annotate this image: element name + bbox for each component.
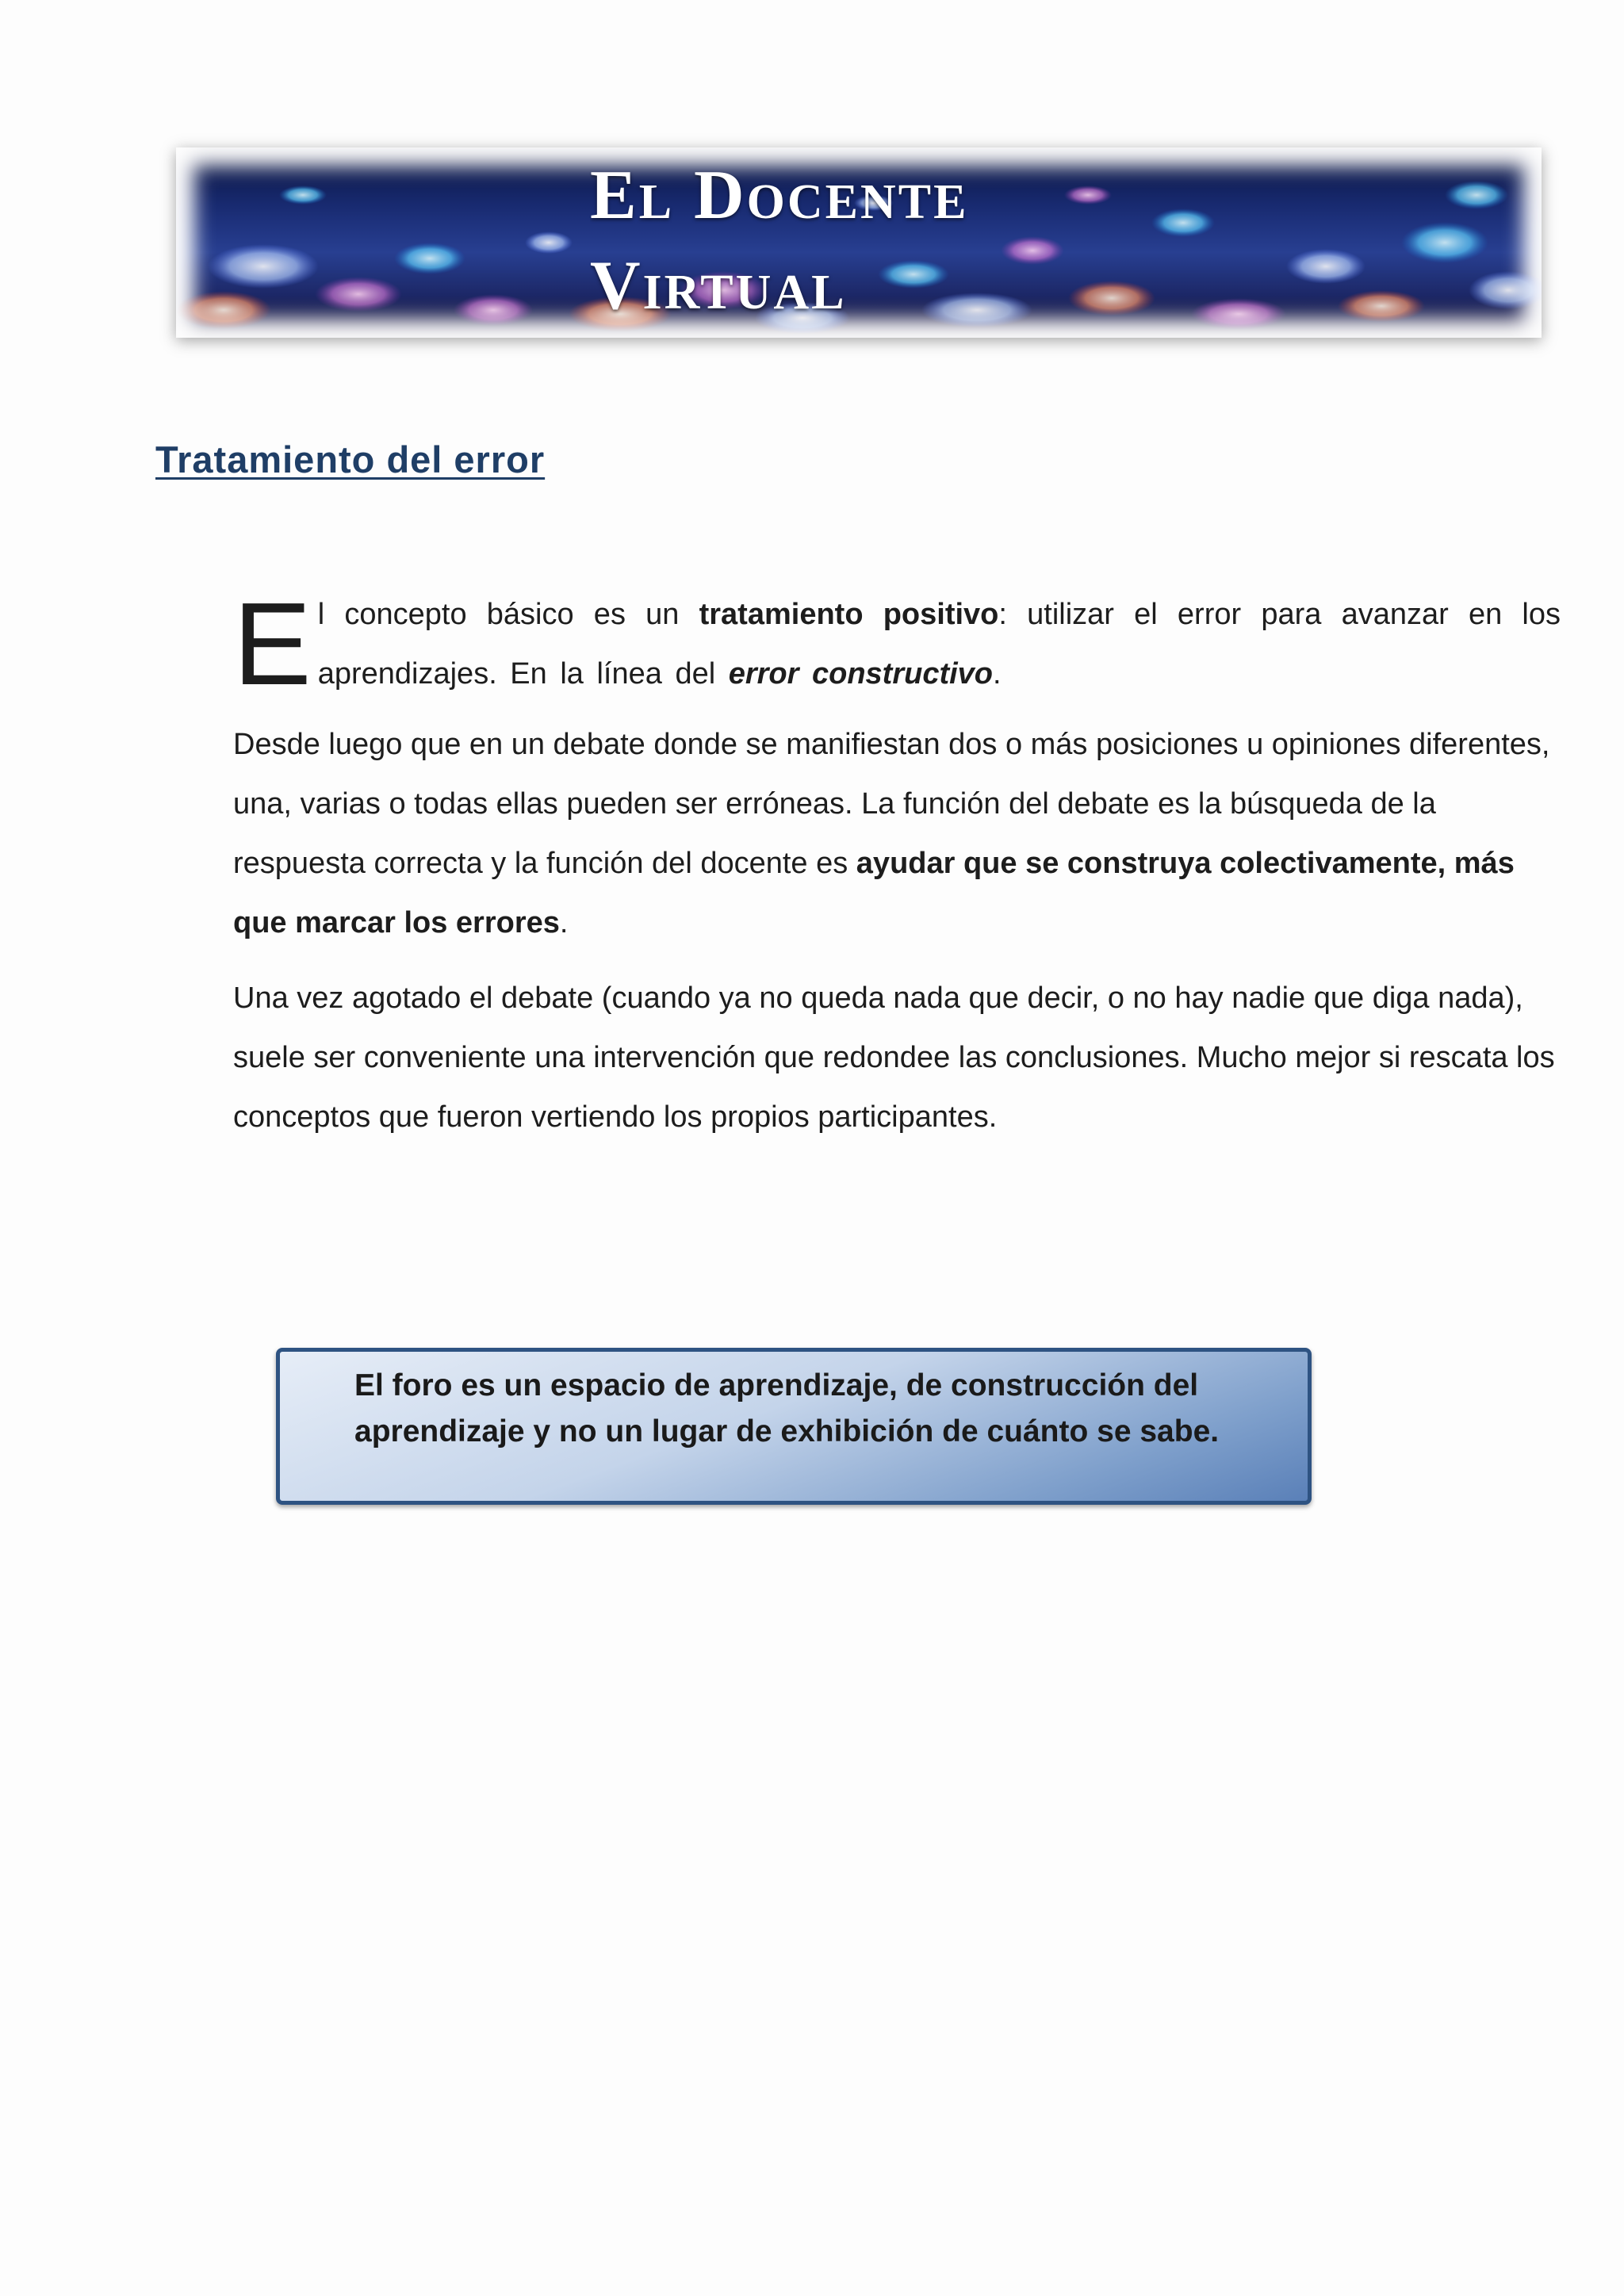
debate-text-a: Desde luego que en un debate donde se manifiestan dos o más posiciones u opiniones diferentes, una, varias o todas ellas pueden ser erróneas. La función del debate es la búsqueda de la respuesta correcta y la función del docente es — [233, 728, 1550, 880]
paragraph-intro — [233, 579, 1561, 710]
debate-bold-help: ayudar que se construya colectivamente, más que marcar los errores — [233, 847, 1515, 939]
paragraph-debate — [233, 715, 1561, 953]
header-banner — [176, 147, 1542, 338]
callout-box — [276, 1348, 1312, 1505]
paragraph-conclusion: Una vez agotado el debate (cuando ya no queda nada que decir, o no hay nadie que diga nada), suele ser conveniente una intervención que redondee las conclusiones. Mucho mejor si rescata los conceptos que fueron vertiendo los propios participantes. — [233, 982, 1555, 1134]
callout-text: El foro es un espacio de aprendizaje, de construcción del aprendizaje y no un lugar de exhibición de cuánto se sabe. — [354, 1368, 1220, 1448]
intro-bold-positive: tratamiento positivo — [699, 598, 999, 631]
intro-text-c: . — [993, 657, 1002, 691]
banner-title: El Docente Virtual — [590, 157, 969, 325]
debate-text-b: . — [559, 906, 569, 939]
intro-bolditalic-constructive: error constructivo — [728, 657, 994, 691]
drop-cap: E — [233, 579, 312, 710]
section-heading: Tratamiento del error — [155, 438, 546, 480]
body-content — [233, 579, 1561, 1163]
intro-text-b: : utilizar el error para avanzar en los aprendizajes. En la línea del — [317, 598, 1561, 691]
intro-text-a: l concepto básico es un — [317, 598, 699, 631]
